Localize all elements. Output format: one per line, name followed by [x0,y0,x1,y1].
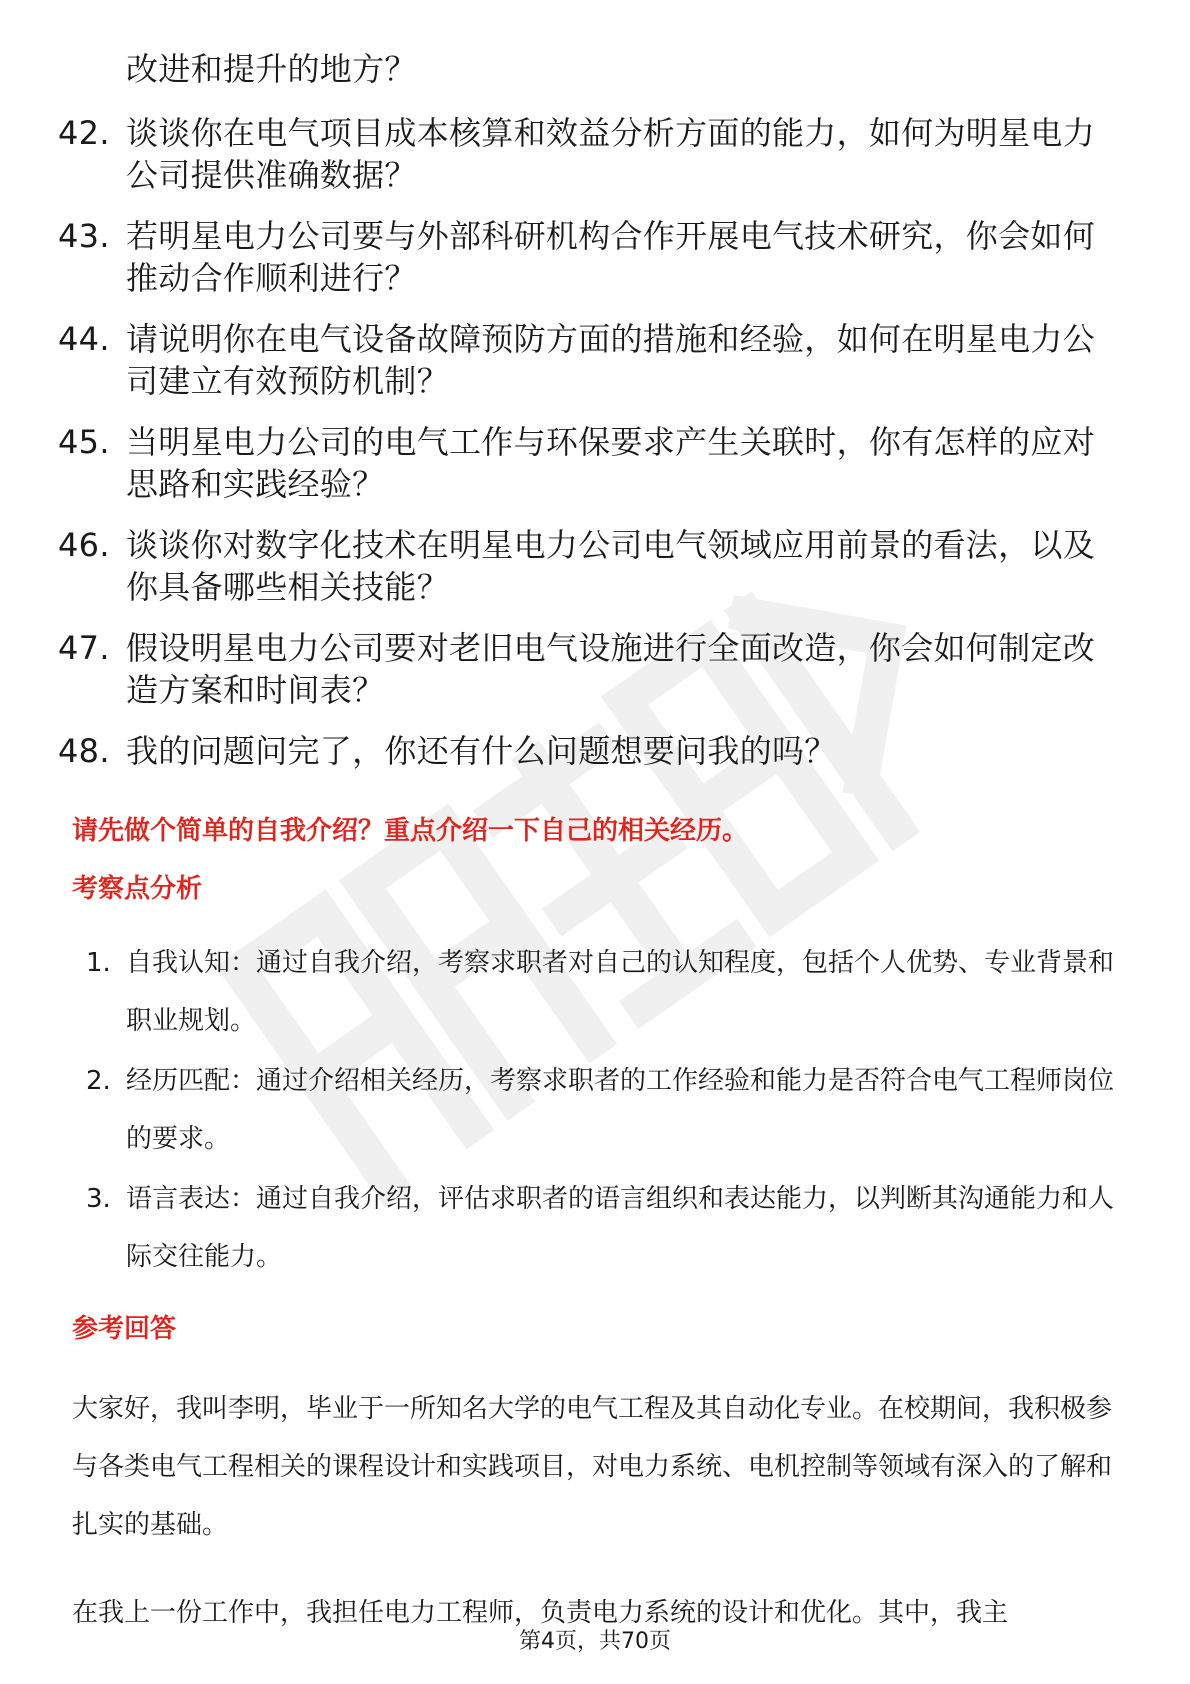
question-text: 谈谈你在电气项目成本核算和效益分析方面的能力，如何为明星电力公司提供准确数据？ [126,114,1096,194]
question-text: 改进和提升的地方？ [126,50,417,88]
question-text: 谈谈你对数字化技术在明星电力公司电气领域应用前景的看法，以及你具备哪些相关技能？ [126,526,1096,606]
point-number: 1. [86,948,111,978]
analysis-point [86,934,1120,1050]
question-text: 请说明你在电气设备故障预防方面的措施和经验，如何在明星电力公司建立有效预防机制？ [126,320,1096,400]
question-item [58,48,1120,90]
reference-heading: 参考回答 [72,1314,177,1344]
question-item [58,318,1120,402]
question-text: 我的问题问完了，你还有什么问题想要问我的吗？ [126,732,837,770]
question-item [58,524,1120,608]
analysis-heading: 考察点分析 [72,874,203,904]
question-number: 42. [58,114,110,152]
question-text: 若明星电力公司要与外部科研机构合作开展电气技术研究，你会如何推动合作顺利进行？ [126,217,1096,297]
interview-question-heading: 请先做个简单的自我介绍？重点介绍一下自己的相关经历。 [72,816,749,846]
question-item [58,112,1120,196]
question-item [58,215,1120,299]
point-number: 2. [86,1066,111,1096]
question-item [58,627,1120,711]
question-list [58,48,1120,791]
page-footer: 第4页，共70页 [519,1629,671,1654]
analysis-point [86,1052,1120,1168]
analysis-points [86,934,1120,1288]
reference-paragraph: 在我上一份工作中，我担任电力工程师，负责电力系统的设计和优化。其中，我主 [72,1598,1009,1628]
question-number: 48. [58,732,110,770]
question-number: 46. [58,526,110,564]
question-text: 当明星电力公司的电气工作与环保要求产生关联时，你有怎样的应对思路和实践经验？ [126,423,1096,503]
question-text: 假设明星电力公司要对老旧电气设施进行全面改造，你会如何制定改造方案和时间表？ [126,629,1096,709]
analysis-point [86,1170,1120,1286]
question-number: 44. [58,320,110,358]
question-item [58,730,1120,772]
question-number: 43. [58,217,110,255]
point-number: 3. [86,1184,111,1214]
reference-paragraph: 大家好，我叫李明，毕业于一所知名大学的电气工程及其自动化专业。在校期间，我积极参与各类电气工程相关的课程设计和实践项目，对电力系统、电机控制等领域有深入的了解和扎实的基础。 [72,1394,1113,1540]
point-text: 自我认知：通过自我介绍，考察求职者对自己的认知程度，包括个人优势、专业背景和职业规划。 [126,948,1115,1036]
question-number: 47. [58,629,110,667]
point-text: 语言表达：通过自我介绍，评估求职者的语言组织和表达能力，以判断其沟通能力和人际交往能力。 [126,1184,1115,1272]
point-text: 经历匹配：通过介绍相关经历，考察求职者的工作经验和能力是否符合电气工程师岗位的要求。 [126,1066,1115,1154]
question-number: 45. [58,423,110,461]
question-item [58,421,1120,505]
